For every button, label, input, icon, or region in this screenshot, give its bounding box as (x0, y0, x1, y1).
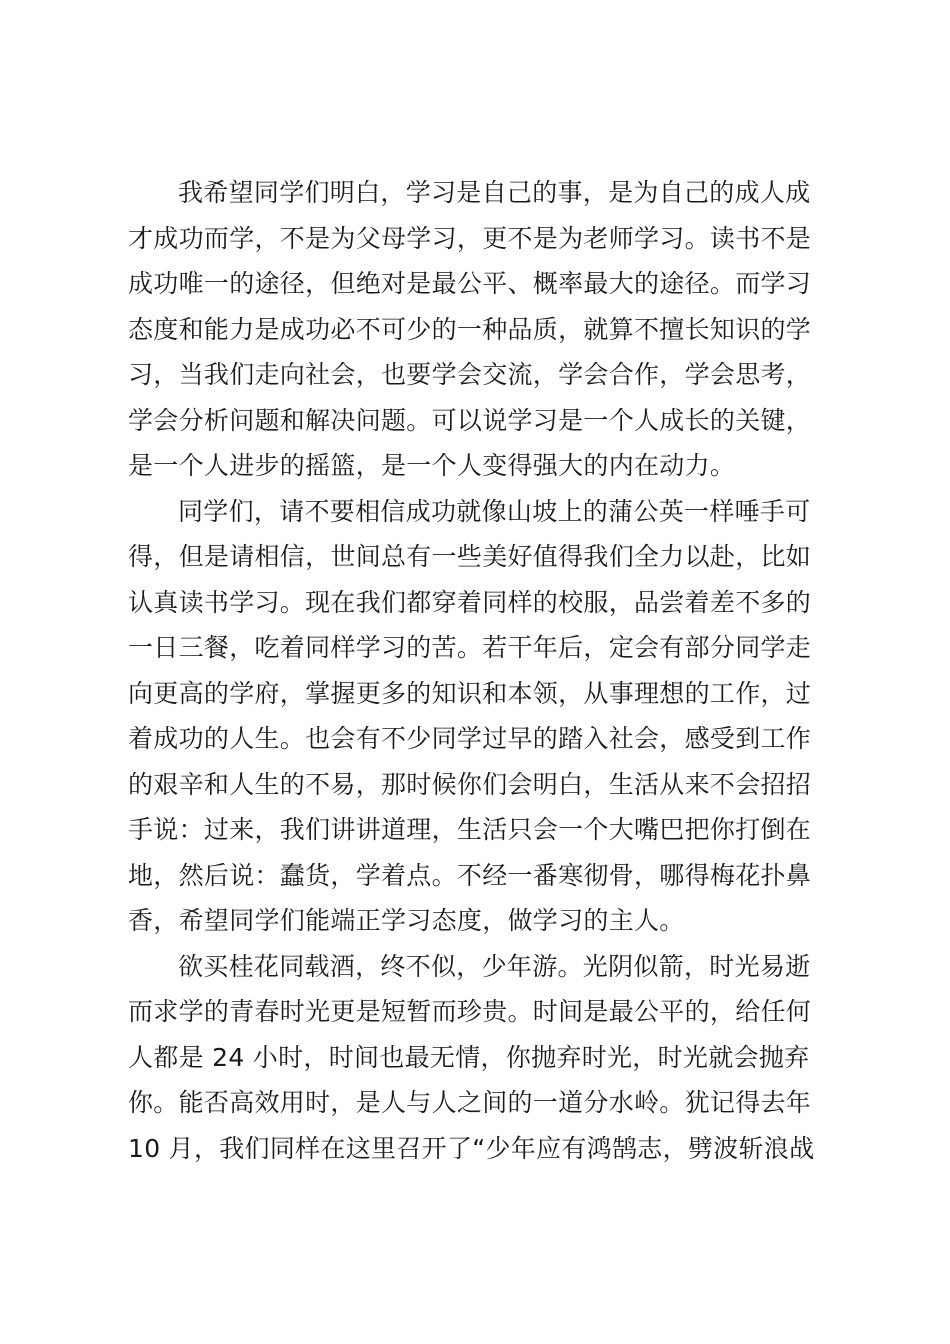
text-line: 一日三餐，吃着同样学习的苦。若干年后，定会有部分同学走 (128, 633, 812, 662)
text-line: 香，希望同学们能端正学习态度，做学习的主人。 (128, 906, 685, 935)
text-line: 10 月，我们同样在这里召开了“少年应有鸿鹄志，劈波斩浪战 (128, 1133, 815, 1163)
text-line: 的艰辛和人生的不易，那时候你们会明白，生活从来不会招招 (128, 769, 812, 799)
text-line: 欲买桂花同载酒，终不似，少年游。光阴似箭，时光易逝 (178, 951, 811, 981)
text-line: 而求学的青春时光更是短暂而珍贵。时间是最公平的，给任何 (128, 997, 812, 1026)
text-line: 同学们，请不要相信成功就像山坡上的蒲公英一样唾手可 (178, 496, 811, 526)
text-line: 才成功而学，不是为父母学习，更不是为老师学习。读书不是 (128, 223, 812, 253)
text-line: 地，然后说：蠢货，学着点。不经一番寒彻骨，哪得梅花扑鼻 (128, 860, 812, 890)
paragraph-1 (128, 170, 832, 489)
paragraph-2 (128, 489, 832, 944)
document-body (128, 170, 832, 1171)
text-line: 认真读书学习。现在我们都穿着同样的校服，品尝着差不多的 (128, 587, 812, 617)
text-line: 成功唯一的途径，但绝对是最公平、概率最大的途径。而学习 (128, 269, 812, 298)
text-line: 人都是 24 小时，时间也最无情，你抛弃时光，时光就会抛弃 (128, 1042, 810, 1072)
text-line: 我希望同学们明白，学习是自己的事，是为自己的成人成 (178, 178, 811, 207)
text-line: 得，但是请相信，世间总有一些美好值得我们全力以赴，比如 (128, 542, 812, 571)
text-line: 手说：过来，我们讲讲道理，生活只会一个大嘴巴把你打倒在 (128, 815, 812, 844)
text-line: 习，当我们走向社会，也要学会交流，学会合作，学会思考， (128, 360, 812, 389)
text-line: 是一个人进步的摇篮，是一个人变得强大的内在动力。 (128, 451, 736, 480)
text-line: 着成功的人生。也会有不少同学过早的踏入社会，感受到工作 (128, 724, 812, 753)
text-line: 态度和能力是成功必不可少的一种品质，就算不擅长知识的学 (128, 314, 812, 344)
text-line: 学会分析问题和解决问题。可以说学习是一个人成长的关键， (128, 405, 812, 435)
text-line: 你。能否高效用时，是人与人之间的一道分水岭。犹记得去年 (128, 1088, 812, 1117)
text-line: 向更高的学府，掌握更多的知识和本领，从事理想的工作，过 (128, 678, 812, 708)
paragraph-3 (128, 944, 832, 1172)
